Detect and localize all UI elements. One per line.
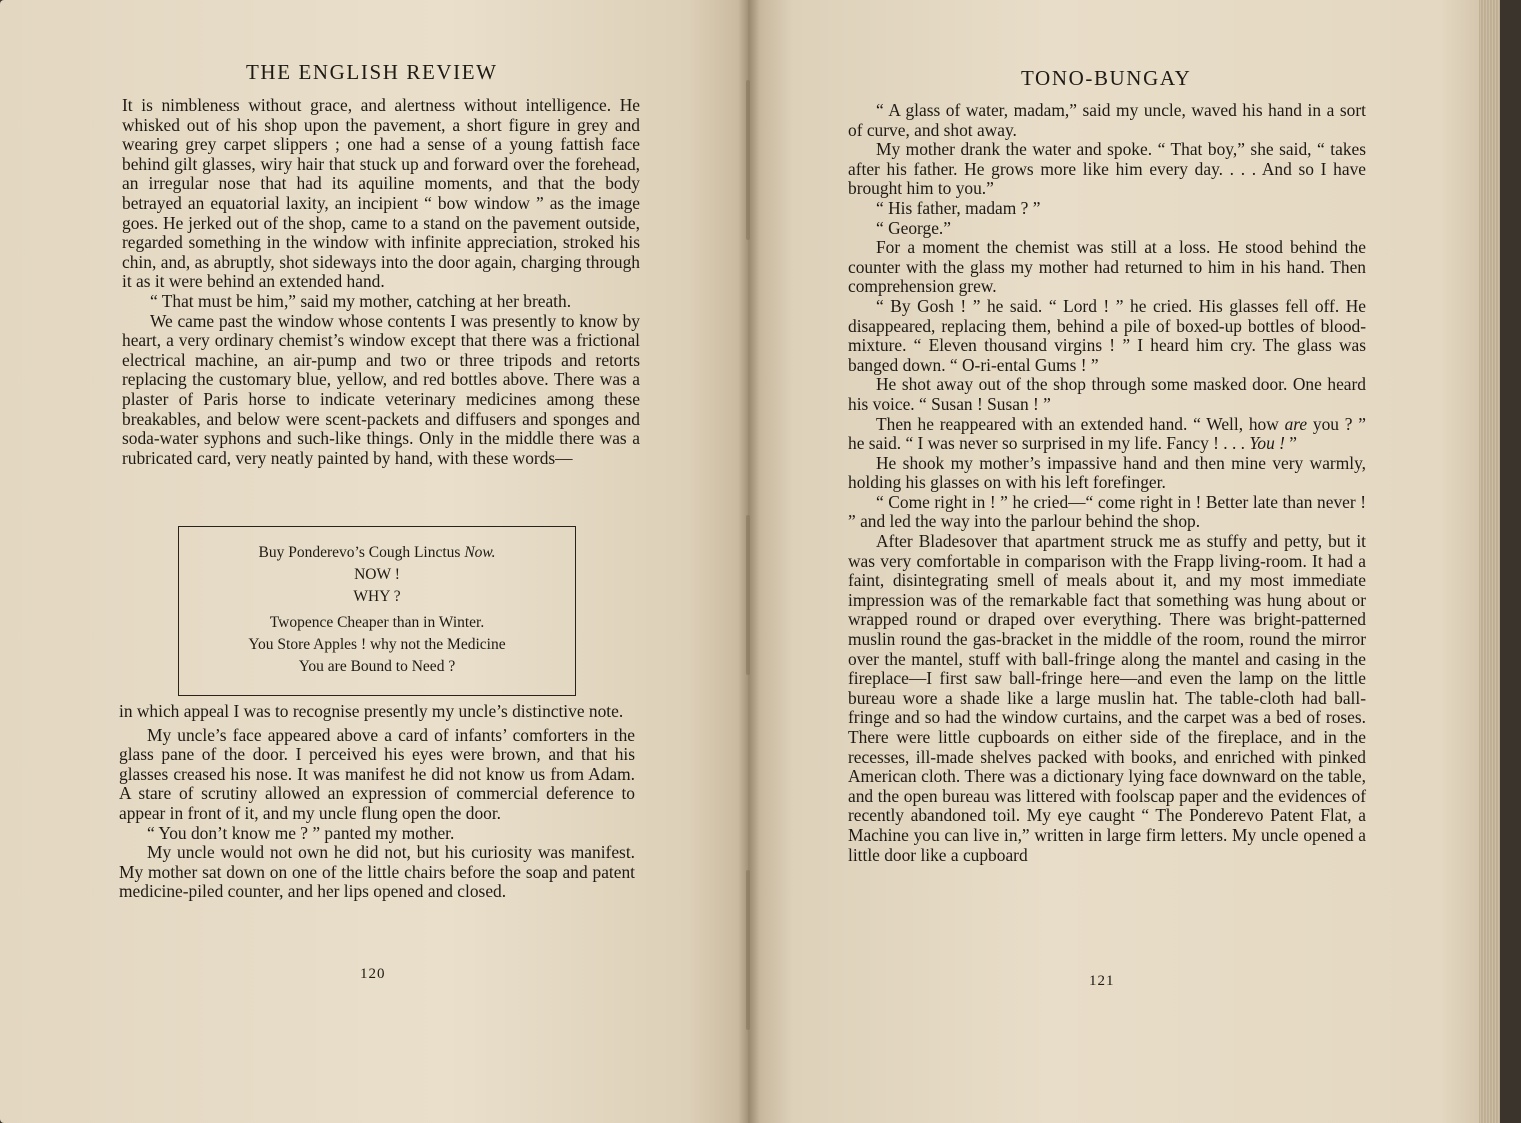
page-number-left: 120 bbox=[360, 966, 386, 982]
page-number-right: 121 bbox=[1089, 973, 1115, 989]
right-text bbox=[848, 101, 1366, 865]
binding-stitch bbox=[746, 80, 750, 240]
page-edges bbox=[1479, 0, 1500, 1123]
paragraph: “ Come right in ! ” he cried—“ come right in ! Better late than never ! ” and led the way into the parlour behind the shop. bbox=[848, 491, 1366, 532]
paragraph: He shook my mother’s impassive hand and then mine very warmly, holding his glasses on with his left forefinger. bbox=[848, 452, 1366, 493]
text-run-italic: are bbox=[1284, 413, 1308, 434]
paragraph bbox=[848, 415, 1366, 454]
paragraph: “ That must be him,” said my mother, catching at her breath. bbox=[150, 290, 572, 311]
card-text-italic: Now. bbox=[464, 544, 496, 561]
text-run: Then he reappeared with an extended hand. “ Well, how bbox=[876, 413, 1285, 434]
paragraph: It is nimbleness without grace, and alertness without intelligence. He whisked out of his shop upon the pavement, a short figure in grey and wearing grey carpet slippers ; one had a sense of a young fattish face behind gilt glasses, wiry hair that stuck up and forward over the forehead, an irregular nose that had its aquiline moments, and that the body betrayed an equatorial laxity, an incipient “ bow window ” as the image goes. He jerked out of the shop, came to a stand on the pavement outside, regarded something in the window with infinite appreciation, stroked his chin, and, as abruptly, shot sideways into the door again, charging through it as it were behind an extended hand. bbox=[122, 95, 640, 292]
binding-stitch bbox=[746, 515, 750, 675]
paragraph: “ By Gosh ! ” he said. “ Lord ! ” he cried. His glasses fell off. He disappeared, replacing them, behind a pile of boxed-up bottles of blood-mixture. “ Eleven thousand virgins ! ” I heard him cry. The glass was banged down. “ O-ri-ental Gums ! ” bbox=[848, 295, 1366, 375]
paragraph: My uncle would not own he did not, but his curiosity was manifest. My mother sat down on one of the little chairs before the soap and patent medicine-piled counter, and her lips opened and closed. bbox=[119, 842, 635, 902]
paragraph: My mother drank the water and spoke. “ That boy,” she said, “ takes after his father. He grows more like him every day. . . . And so I have brought him to you.” bbox=[848, 139, 1366, 199]
card-line: You Store Apples ! why not the Medicine bbox=[248, 636, 506, 653]
paragraph: “ You don’t know me ? ” panted my mother. bbox=[147, 822, 455, 843]
paragraph: He shot away out of the shop through some masked door. One heard his voice. “ Susan ! Susan ! ” bbox=[848, 374, 1366, 414]
paragraph: in which appeal I was to recognise presently my uncle’s distinctive note. bbox=[119, 701, 624, 721]
text-run-italic: You ! bbox=[1249, 433, 1285, 454]
card-line bbox=[179, 542, 575, 564]
text-run: ” bbox=[1284, 433, 1298, 454]
left-text-top bbox=[122, 96, 640, 468]
paragraph: “ George.” bbox=[876, 217, 951, 238]
paragraph: My uncle’s face appeared above a card of infants’ comforters in the glass pane of the door. I perceived his eyes were brown, and that his glasses creased his nose. It was manifest he did not know us from Adam. A stare of scrutiny allowed an expression of commercial deference to appear in front of it, and my uncle flung open the door. bbox=[119, 724, 635, 823]
right-page bbox=[748, 0, 1500, 1123]
rubricated-card bbox=[178, 526, 576, 696]
paragraph: “ His father, madam ? ” bbox=[876, 197, 1041, 218]
running-head-right: TONO-BUNGAY bbox=[1021, 66, 1192, 90]
paragraph: We came past the window whose contents I was presently to know by heart, a very ordinary chemist’s window except that there was a frictional electrical machine, an air-pump and two or three tripods and retorts replacing the customary blue, yellow, and red bottles above. There was a plaster of Paris horse to indicate veterinary medicines among these breakables, and below were scent-packets and diffusers and sponges and soda-water syphons and such-like things. Only in the middle there was a rubricated card, very neatly painted by hand, with these words— bbox=[122, 310, 640, 468]
card-line: Twopence Cheaper than in Winter. bbox=[269, 614, 485, 631]
paragraph: After Bladesover that apartment struck me as stuffy and petty, but it was very comfortable in comparison with the Frapp living-room. It had a faint, disintegrating smell of meals about it, and my most immediate impression was of the remarkable fact that something was hung about or wrapped round or draped over everything. There was bright-patterned muslin round the gas-bracket in the middle of the room, round the mirror over the mantel, stuff with ball-fringe along the mantel and casing in the fireplace—I first saw ball-fringe here—and even the lamp on the little bureau wore a shade like a large muslin hat. The table-cloth had ball-fringe and so had the window curtains, and the carpet was a bed of roses. There were little cupboards on either side of the fireplace, and in the recesses, ill-made shelves packed with books, and enriched with pinked American cloth. There was a dictionary lying face downward on the table, and the open bureau was littered with foolscap paper and the evidences of recently abandoned toil. My eye caught “ The Ponderevo Patent Flat, a Machine you can live in,” written in large firm letters. My uncle opened a little door like a cupboard bbox=[848, 531, 1366, 865]
left-page bbox=[0, 0, 748, 1123]
card-line: WHY ? bbox=[353, 588, 401, 605]
paragraph: “ A glass of water, madam,” said my uncle, waved his hand in a sort of curve, and shot away. bbox=[848, 100, 1366, 140]
left-text-bottom bbox=[119, 702, 635, 902]
card-text: Buy Ponderevo’s Cough Linctus bbox=[258, 544, 465, 561]
card-line: You are Bound to Need ? bbox=[298, 658, 456, 675]
card-line: NOW ! bbox=[354, 566, 400, 583]
paragraph: For a moment the chemist was still at a loss. He stood behind the counter with the glass my mother had returned to him in his hand. Then comprehension grew. bbox=[848, 237, 1366, 297]
binding-stitch bbox=[746, 870, 750, 1030]
text-run: you ? ” he said. “ I was never so surprised in my life. Fancy ! . . . bbox=[848, 413, 1366, 454]
running-head-left: THE ENGLISH REVIEW bbox=[246, 60, 498, 84]
